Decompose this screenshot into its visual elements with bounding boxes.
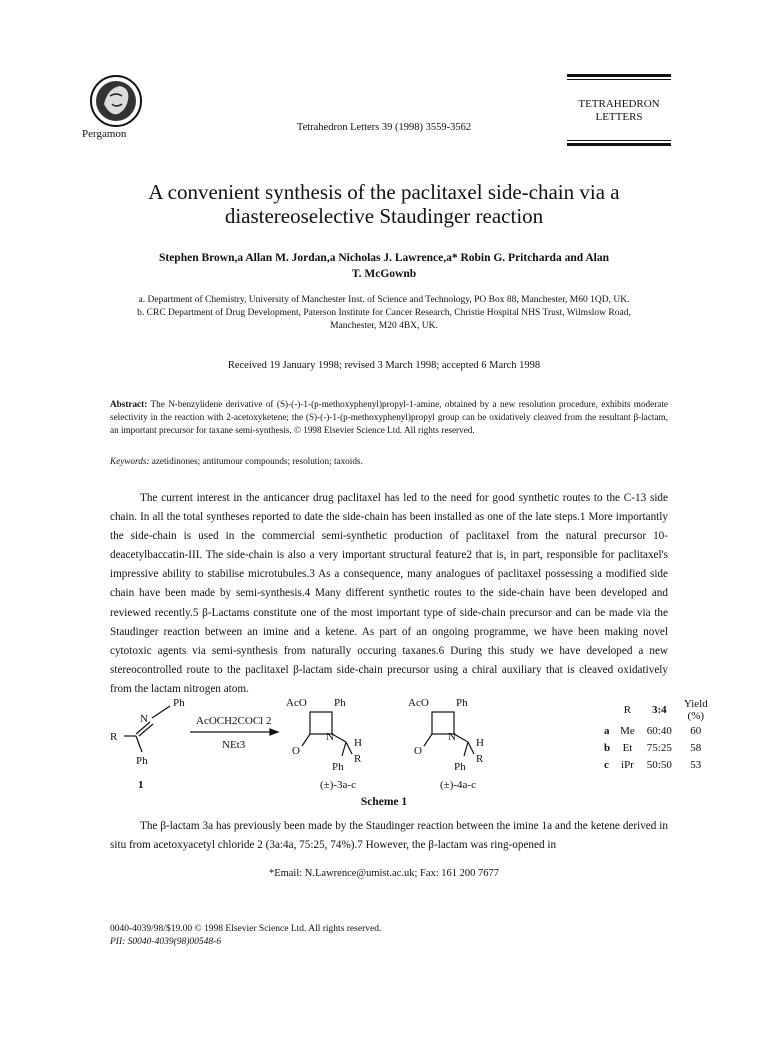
- journal-name-line1: TETRAHEDRON: [578, 98, 660, 110]
- atom-ph-1: Ph: [173, 697, 185, 709]
- journal-name-line2: LETTERS: [595, 111, 643, 123]
- atom-o-4: O: [414, 745, 422, 757]
- journal-box: [567, 74, 671, 148]
- footer-copyright: 0040-4039/98/$19.00 © 1998 Elsevier Science Ltd. All rights reserved.: [110, 924, 382, 934]
- keywords: [110, 456, 668, 466]
- atom-r-3: R: [354, 753, 362, 765]
- scheme-1: [110, 696, 708, 806]
- compound-label-1: 1: [138, 779, 144, 791]
- authors: [108, 250, 660, 282]
- atom-aco-4: AcO: [408, 697, 429, 709]
- atom-ph-3: Ph: [334, 697, 346, 709]
- atom-h-4: H: [476, 737, 484, 749]
- scheme-caption: Scheme 1: [360, 796, 408, 808]
- atom-o-3: O: [292, 745, 300, 757]
- atom-ph-3b: Ph: [332, 761, 344, 773]
- paper-title: [100, 180, 668, 228]
- table-row: a Me 60:40 60: [604, 724, 702, 737]
- reagent-top: AcOCH2COCl 2: [196, 715, 272, 727]
- table-row: c iPr 50:50 53: [604, 758, 702, 771]
- atom-ph-2: Ph: [136, 755, 148, 767]
- compound-label-4: (±)-4a-c: [440, 779, 476, 791]
- affiliations: [100, 294, 668, 333]
- authors-line2: T. McGownb: [351, 268, 417, 280]
- atom-ph-4: Ph: [456, 697, 468, 709]
- publisher-name: Pergamon: [82, 128, 127, 140]
- reagent-bottom: NEt3: [222, 739, 246, 751]
- footer-pii: PII: S0040-4039(98)00548-6: [110, 937, 222, 947]
- journal-reference: Tetrahedron Letters 39 (1998) 3559-3562: [296, 122, 472, 133]
- footer: [110, 923, 381, 949]
- atom-aco-3: AcO: [286, 697, 307, 709]
- table-header-row: [598, 698, 714, 722]
- keywords-label: Keywords:: [110, 456, 150, 466]
- keywords-text: azetidinones; antitumour compounds; resolution; taxoids.: [151, 456, 363, 466]
- table-header: Yield (%): [683, 698, 708, 722]
- atom-n-1: N: [140, 713, 148, 725]
- authors-line1: Stephen Brown,a Allan M. Jordan,a Nicholas J. Lawrence,a* Robin G. Pritcharda and Alan: [158, 252, 610, 264]
- affiliation-a: a. Department of Chemistry, University of Manchester Inst. of Science and Technology, PO Box 88, Manchester, M60 1QD, UK.: [138, 295, 630, 305]
- atom-r-4: R: [476, 753, 484, 765]
- abstract-text: The N-benzylidene derivative of (S)-(-)-1-(p-methoxyphenyl)propyl-1-amine, obtained by a new resolution procedure, exhibits moderate selectivity in the reaction with 2-acetoxyketene; the (S)-(-)-1-(p-methoxyphenyl)propyl group can be oxidatively cleaved from the resultant β-lactam, an important precursor for taxane semi-synthesis. © 1998 Elsevier Science Ltd. All rights reserved.: [110, 399, 668, 435]
- compound-label-3: (±)-3a-c: [320, 779, 356, 791]
- atom-ph-4b: Ph: [454, 761, 466, 773]
- affiliation-b-line1: b. CRC Department of Drug Development, Paterson Institute for Cancer Research, Christie Hospital NHS Trust, Wilmslow Road,: [137, 308, 631, 318]
- body-paragraph-2: The β-lactam 3a has previously been made by the Staudinger reaction between the imine 1a and the ketene derived in situ from acetoxyacetyl chloride 2 (3a:4a, 75:25, 74%).7 However, the β-lactam was ring-opened in: [110, 820, 668, 852]
- body-paragraph-1: The current interest in the anticancer drug paclitaxel has led to the need for good synthetic routes to the C-13 side chain. In all the total syntheses reported to date the side-chain has been installed as one of the late steps.1 More importantly the side-chain is used in the commercial semi-synthetic production of paclitaxel from the natural precursor 10-deacetylbaccatin-III. The side-chain is also a very important structural feature2 that is, in part, responsible for paclitaxel's impressive ability to stabilise microtubules.3 As a consequence, many analogues of paclitaxel possessing a modified side chain have been made by semi-synthesis.4 Many different synthetic routes to the side-chain have been developed and reviewed recently.5 β-Lactams constitute one of the most important type of side-chain precursor and can be made via the Staudinger reaction between an imine and a ketene. As part of an ongoing programme, we have been making novel cytotoxic agents via semi-synthesis from naturally occuring taxanes.6 During this study we have developed a new stereocontrolled route to the paclitaxel β-lactam side-chain precursor using a chiral auxiliary that is cleaved oxidatively from the lactam nitrogen atom.: [110, 492, 668, 695]
- atom-h-3: H: [354, 737, 362, 749]
- abstract-label: Abstract:: [110, 399, 148, 409]
- abstract: [110, 398, 668, 437]
- title-line2: diastereoselective Staudinger reaction: [224, 204, 544, 228]
- table-header: R: [623, 704, 632, 716]
- reaction-arrow: [190, 729, 278, 735]
- scheme-table: [598, 698, 714, 773]
- corresponding-email: *Email: N.Lawrence@umist.ac.uk; Fax: 161 200 7677: [268, 868, 500, 879]
- atom-n-3: N: [326, 731, 334, 743]
- atom-n-4: N: [448, 731, 456, 743]
- received-dates: Received 19 January 1998; revised 3 March 1998; accepted 6 March 1998: [227, 360, 541, 371]
- affiliation-b-line2: Manchester, M20 4BX, UK.: [330, 321, 438, 331]
- table-row: b Et 75:25 58: [604, 741, 702, 754]
- table-header: 3:4: [651, 704, 667, 716]
- title-line1: A convenient synthesis of the paclitaxel side-chain via a: [148, 180, 620, 204]
- atom-r-1: R: [110, 731, 118, 743]
